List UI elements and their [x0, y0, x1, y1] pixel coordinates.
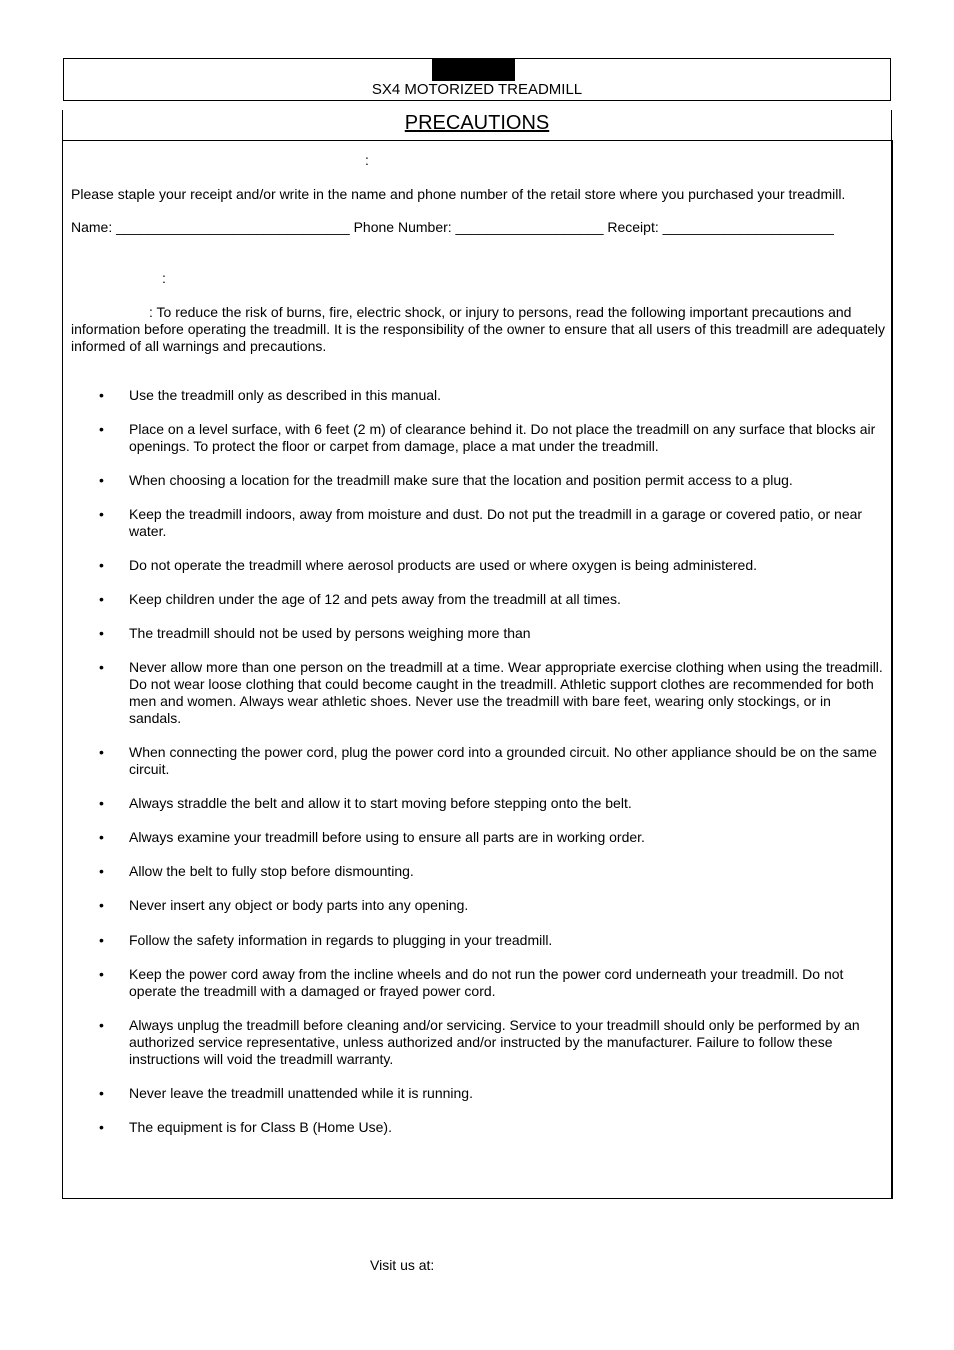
precaution-text: Never leave the treadmill unattended while it is running. [129, 1085, 473, 1101]
precaution-item [63, 472, 891, 489]
precaution-item [63, 387, 891, 404]
store-info-fields: Name: ______________________________ Phone Number: ___________________ Receipt: ______________________ [71, 219, 834, 235]
precaution-item [63, 1017, 891, 1068]
bullet-icon: • [99, 829, 104, 845]
precaution-text: Always straddle the belt and allow it to start moving before stepping onto the belt. [129, 795, 632, 811]
precaution-text: The equipment is for Class B (Home Use). [129, 1119, 392, 1135]
precaution-text: Never insert any object or body parts into any opening. [129, 897, 469, 913]
bullet-icon: • [99, 863, 104, 879]
precautions-list [63, 370, 891, 1136]
bullet-icon: • [99, 387, 104, 403]
bullet-icon: • [99, 472, 104, 488]
precaution-text: Place on a level surface, with 6 feet (2 m) of clearance behind it. Do not place the treadmill on any surface that blocks air openings. To protect the floor or carpet from damage, place a mat under the treadmill. [129, 421, 876, 454]
label-colon-1: : [365, 152, 369, 168]
precaution-text: Do not operate the treadmill where aerosol products are used or where oxygen is being administered. [129, 557, 758, 573]
bullet-icon: • [99, 795, 104, 811]
precaution-item [63, 506, 891, 540]
precaution-text: Keep the treadmill indoors, away from moisture and dust. Do not put the treadmill in a garage or covered patio, or near water. [129, 506, 863, 539]
precaution-item [63, 1119, 891, 1136]
bullet-icon: • [99, 744, 104, 760]
bullet-icon: • [99, 625, 104, 641]
section-title: PRECAUTIONS [404, 112, 550, 134]
precaution-item [63, 897, 891, 914]
bullet-icon: • [99, 897, 104, 913]
precaution-text: Keep children under the age of 12 and pets away from the treadmill at all times. [129, 591, 621, 607]
redacted-logo-block [432, 59, 515, 81]
precaution-item [63, 795, 891, 812]
precaution-text: Never allow more than one person on the treadmill at a time. Wear appropriate exercise clothing when using the treadmill. Do not wear loose clothing that could become caught in the treadmill. Athletic support clothes are recommended for both men and women. Always wear athletic shoes. Never use the treadmill with bare feet, wearing only stockings, or in sandals. [129, 659, 883, 726]
precaution-text: Follow the safety information in regards to plugging in your treadmill. [129, 932, 553, 948]
precaution-text: Always examine your treadmill before using to ensure all parts are in working order. [129, 829, 645, 845]
precaution-item [63, 557, 891, 574]
precaution-text: Allow the belt to fully stop before dismounting. [129, 863, 414, 879]
precaution-item [63, 625, 891, 642]
precaution-item [63, 932, 891, 949]
warning-paragraph: : To reduce the risk of burns, fire, electric shock, or injury to persons, read the following important precautions and information before operating the treadmill. It is the responsibility of the owner to ensure that all users of this treadmill are adequately informed of all warnings and precautions. [71, 304, 885, 354]
precaution-item [63, 744, 891, 778]
precaution-text: Always unplug the treadmill before cleaning and/or servicing. Service to your treadmill should only be performed by an authorized service representative, unless authorized and/or instructed by the manufacturer. Failure to follow these instructions will void the treadmill warranty. [129, 1017, 860, 1067]
precaution-text: When connecting the power cord, plug the power cord into a grounded circuit. No other appliance should be on the same circuit. [129, 744, 877, 777]
bullet-icon: • [99, 1119, 104, 1135]
precaution-item [63, 659, 891, 727]
precaution-text: Keep the power cord away from the incline wheels and do not run the power cord underneath your treadmill. Do not operate the treadmill with a damaged or frayed power cord. [129, 966, 844, 999]
bullet-icon: • [99, 421, 104, 437]
precaution-item [63, 1085, 891, 1102]
label-colon-2: : [162, 270, 166, 286]
bullet-icon: • [99, 966, 104, 982]
precaution-text: Use the treadmill only as described in this manual. [129, 387, 442, 403]
precaution-text: The treadmill should not be used by persons weighing more than [129, 625, 531, 641]
bullet-icon: • [99, 591, 104, 607]
precaution-text: When choosing a location for the treadmill make sure that the location and position permit access to a plug. [129, 472, 793, 488]
bullet-icon: • [99, 659, 104, 675]
precaution-item [63, 591, 891, 608]
bullet-icon: • [99, 1085, 104, 1101]
bullet-icon: • [99, 506, 104, 522]
section-title-box [62, 110, 892, 140]
header-box [63, 58, 891, 101]
bullet-icon: • [99, 932, 104, 948]
footer-visit-text: Visit us at: [370, 1257, 435, 1273]
precaution-item [63, 829, 891, 846]
staple-receipt-note: Please staple your receipt and/or write in the name and phone number of the retail store where you purchased your treadmill. [71, 186, 846, 202]
precaution-item [63, 421, 891, 455]
precaution-item [63, 966, 891, 1000]
precautions-content [62, 140, 893, 1199]
bullet-icon: • [99, 557, 104, 573]
bullet-icon: • [99, 1017, 104, 1033]
product-title: SX4 MOTORIZED TREADMILL [371, 81, 583, 98]
precaution-item [63, 863, 891, 880]
